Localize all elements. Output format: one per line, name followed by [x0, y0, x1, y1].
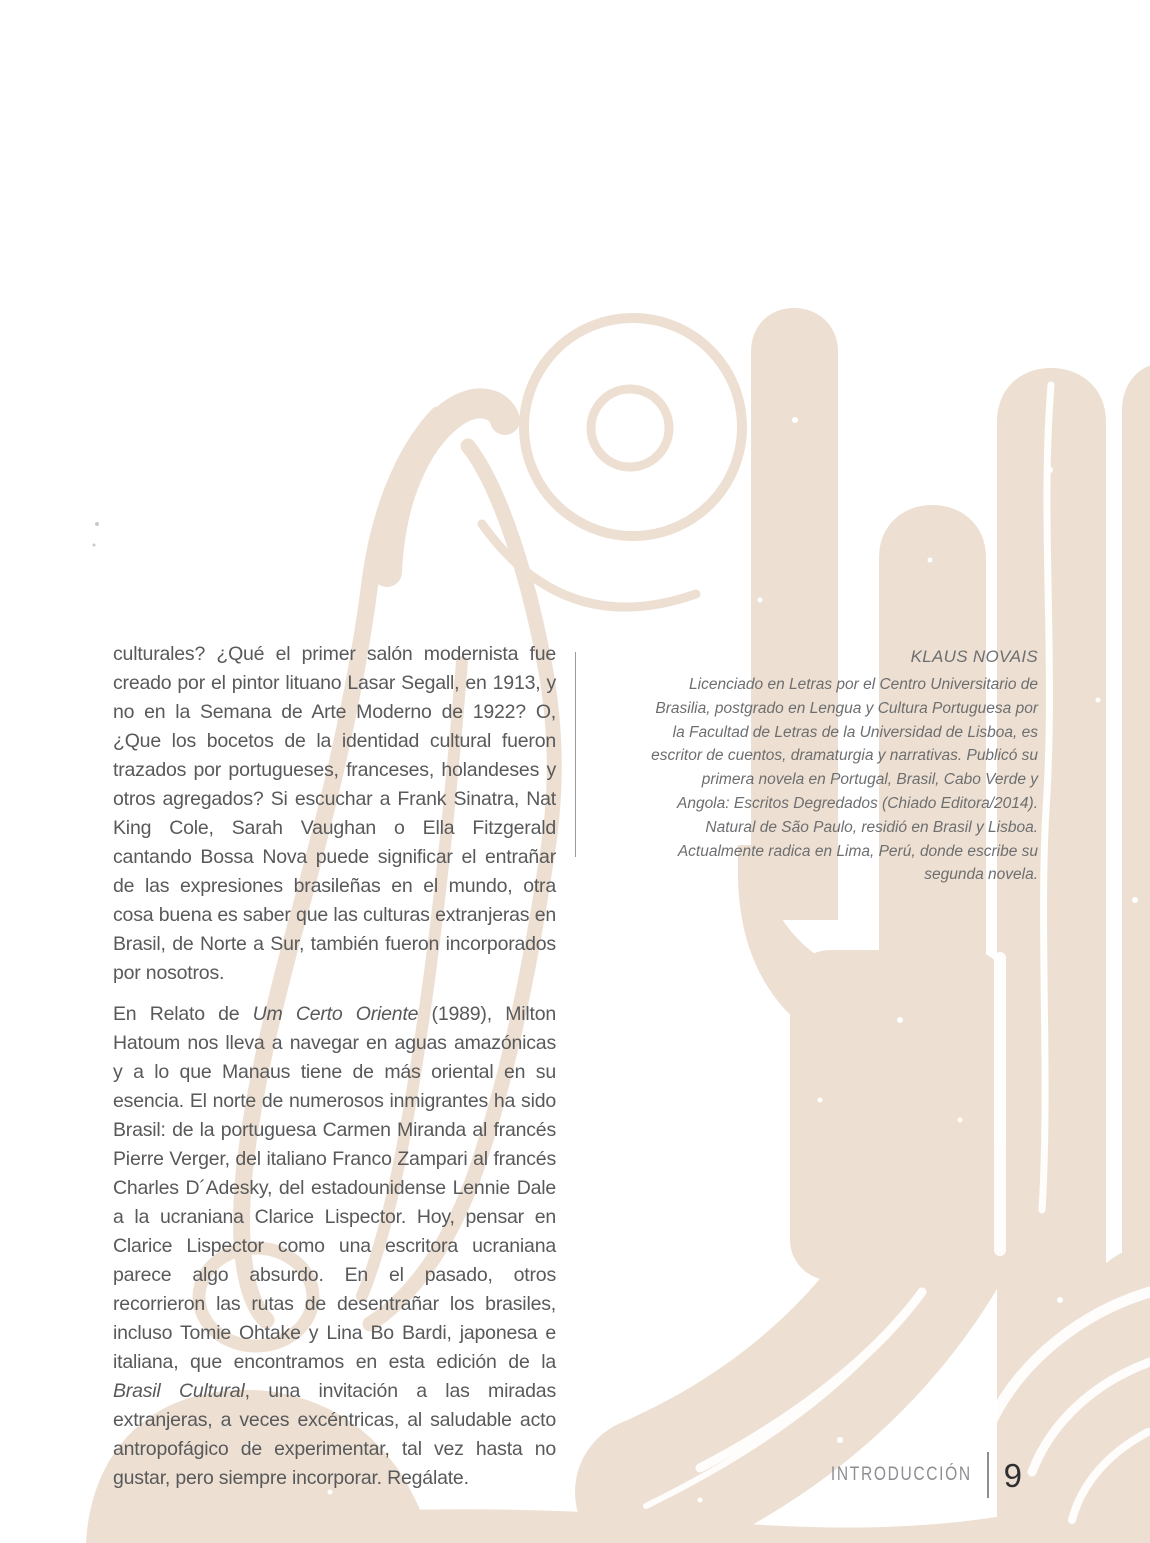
- text-run: (1989), Milton Hatoum nos lleva a navegar en aguas amazónicas y a lo que Manaus tiene de más oriental en su esencia. El norte de numerosos inmigrantes ha sido Brasil: de la portuguesa Carmen Miranda al francés Pierre Verger, del italiano Franco Zampari al francés Charles D´Adesky, del estadounidense Lennie Dale a la ucraniana Clarice Lispector. Hoy, pensar en Clarice Lispector como una escritora ucraniana parece algo absurdo. En el pasado, otros recorrieron las rutas de desentrañar los brasiles, incluso Tomie Ohtake y Lina Bo Bardi, japonesa e italiana, que encontramos en esta edición de la: [113, 1003, 557, 1373]
- column-divider: [575, 652, 576, 857]
- bird-eye-shape: [524, 318, 742, 536]
- page-footer: [800, 1450, 1022, 1500]
- author-name: KLAUS NOVAIS: [910, 647, 1038, 666]
- page-number: 9: [1003, 1456, 1022, 1494]
- paragraph-2: [113, 1000, 556, 1493]
- stray-dots: [93, 522, 100, 547]
- author-bio-text: Licenciado en Letras por el Centro Universitario de Brasilia, postgrado en Lengua y Cultura Portuguesa por la Facultad de Letras de la Universidad de Lisboa, es escritor de cuentos, dramaturgia y narrativas. Publicó su primera novela en Portugal, Brasil, Cabo Verde y Angola: Escritos Degredados (Chiado Editora/2014). Natural de São Paulo, residió en Brasil y Lisboa. Actualmente radica en Lima, Perú, donde escribe su segunda novela.: [651, 676, 1038, 884]
- text-run: culturales? ¿Qué el primer salón modernista fue creado por el pintor lituano Lasar Segall, en 1913, y no en la Semana de Arte Moderno de 1922? O, ¿Que los bocetos de la identidad cultural fueron trazados por portugueses, franceses, holandeses y otros agregados? Si escuchar a Frank Sinatra, Nat King Cole, Sarah Vaughan o Ella Fitzgerald cantando Bossa Nova puede significar el entrañar de las expresiones brasileñas en el mundo, otra cosa buena es saber que las culturas extranjeras en Brasil, de Norte a Sur, también fueron incorporados por nosotros.: [113, 643, 556, 984]
- italic-title-run: Brasil Cultural: [113, 1380, 245, 1402]
- article-text-column: [113, 640, 556, 1493]
- text-run: En Relato de: [113, 1003, 253, 1025]
- text-run: , una invitación a las miradas extranjeras, a veces excéntricas, al saludable acto antropofágico de experimentar, tal vez hasta no gustar, pero siempre incorporar. Regálate.: [113, 1380, 557, 1489]
- paragraph-1: [113, 640, 556, 988]
- author-bio-column: [646, 645, 1038, 887]
- italic-title-run: Um Certo Oriente: [252, 1003, 419, 1025]
- section-label: INTRODUCCIÓN: [830, 1464, 972, 1485]
- footer-divider: [987, 1452, 989, 1498]
